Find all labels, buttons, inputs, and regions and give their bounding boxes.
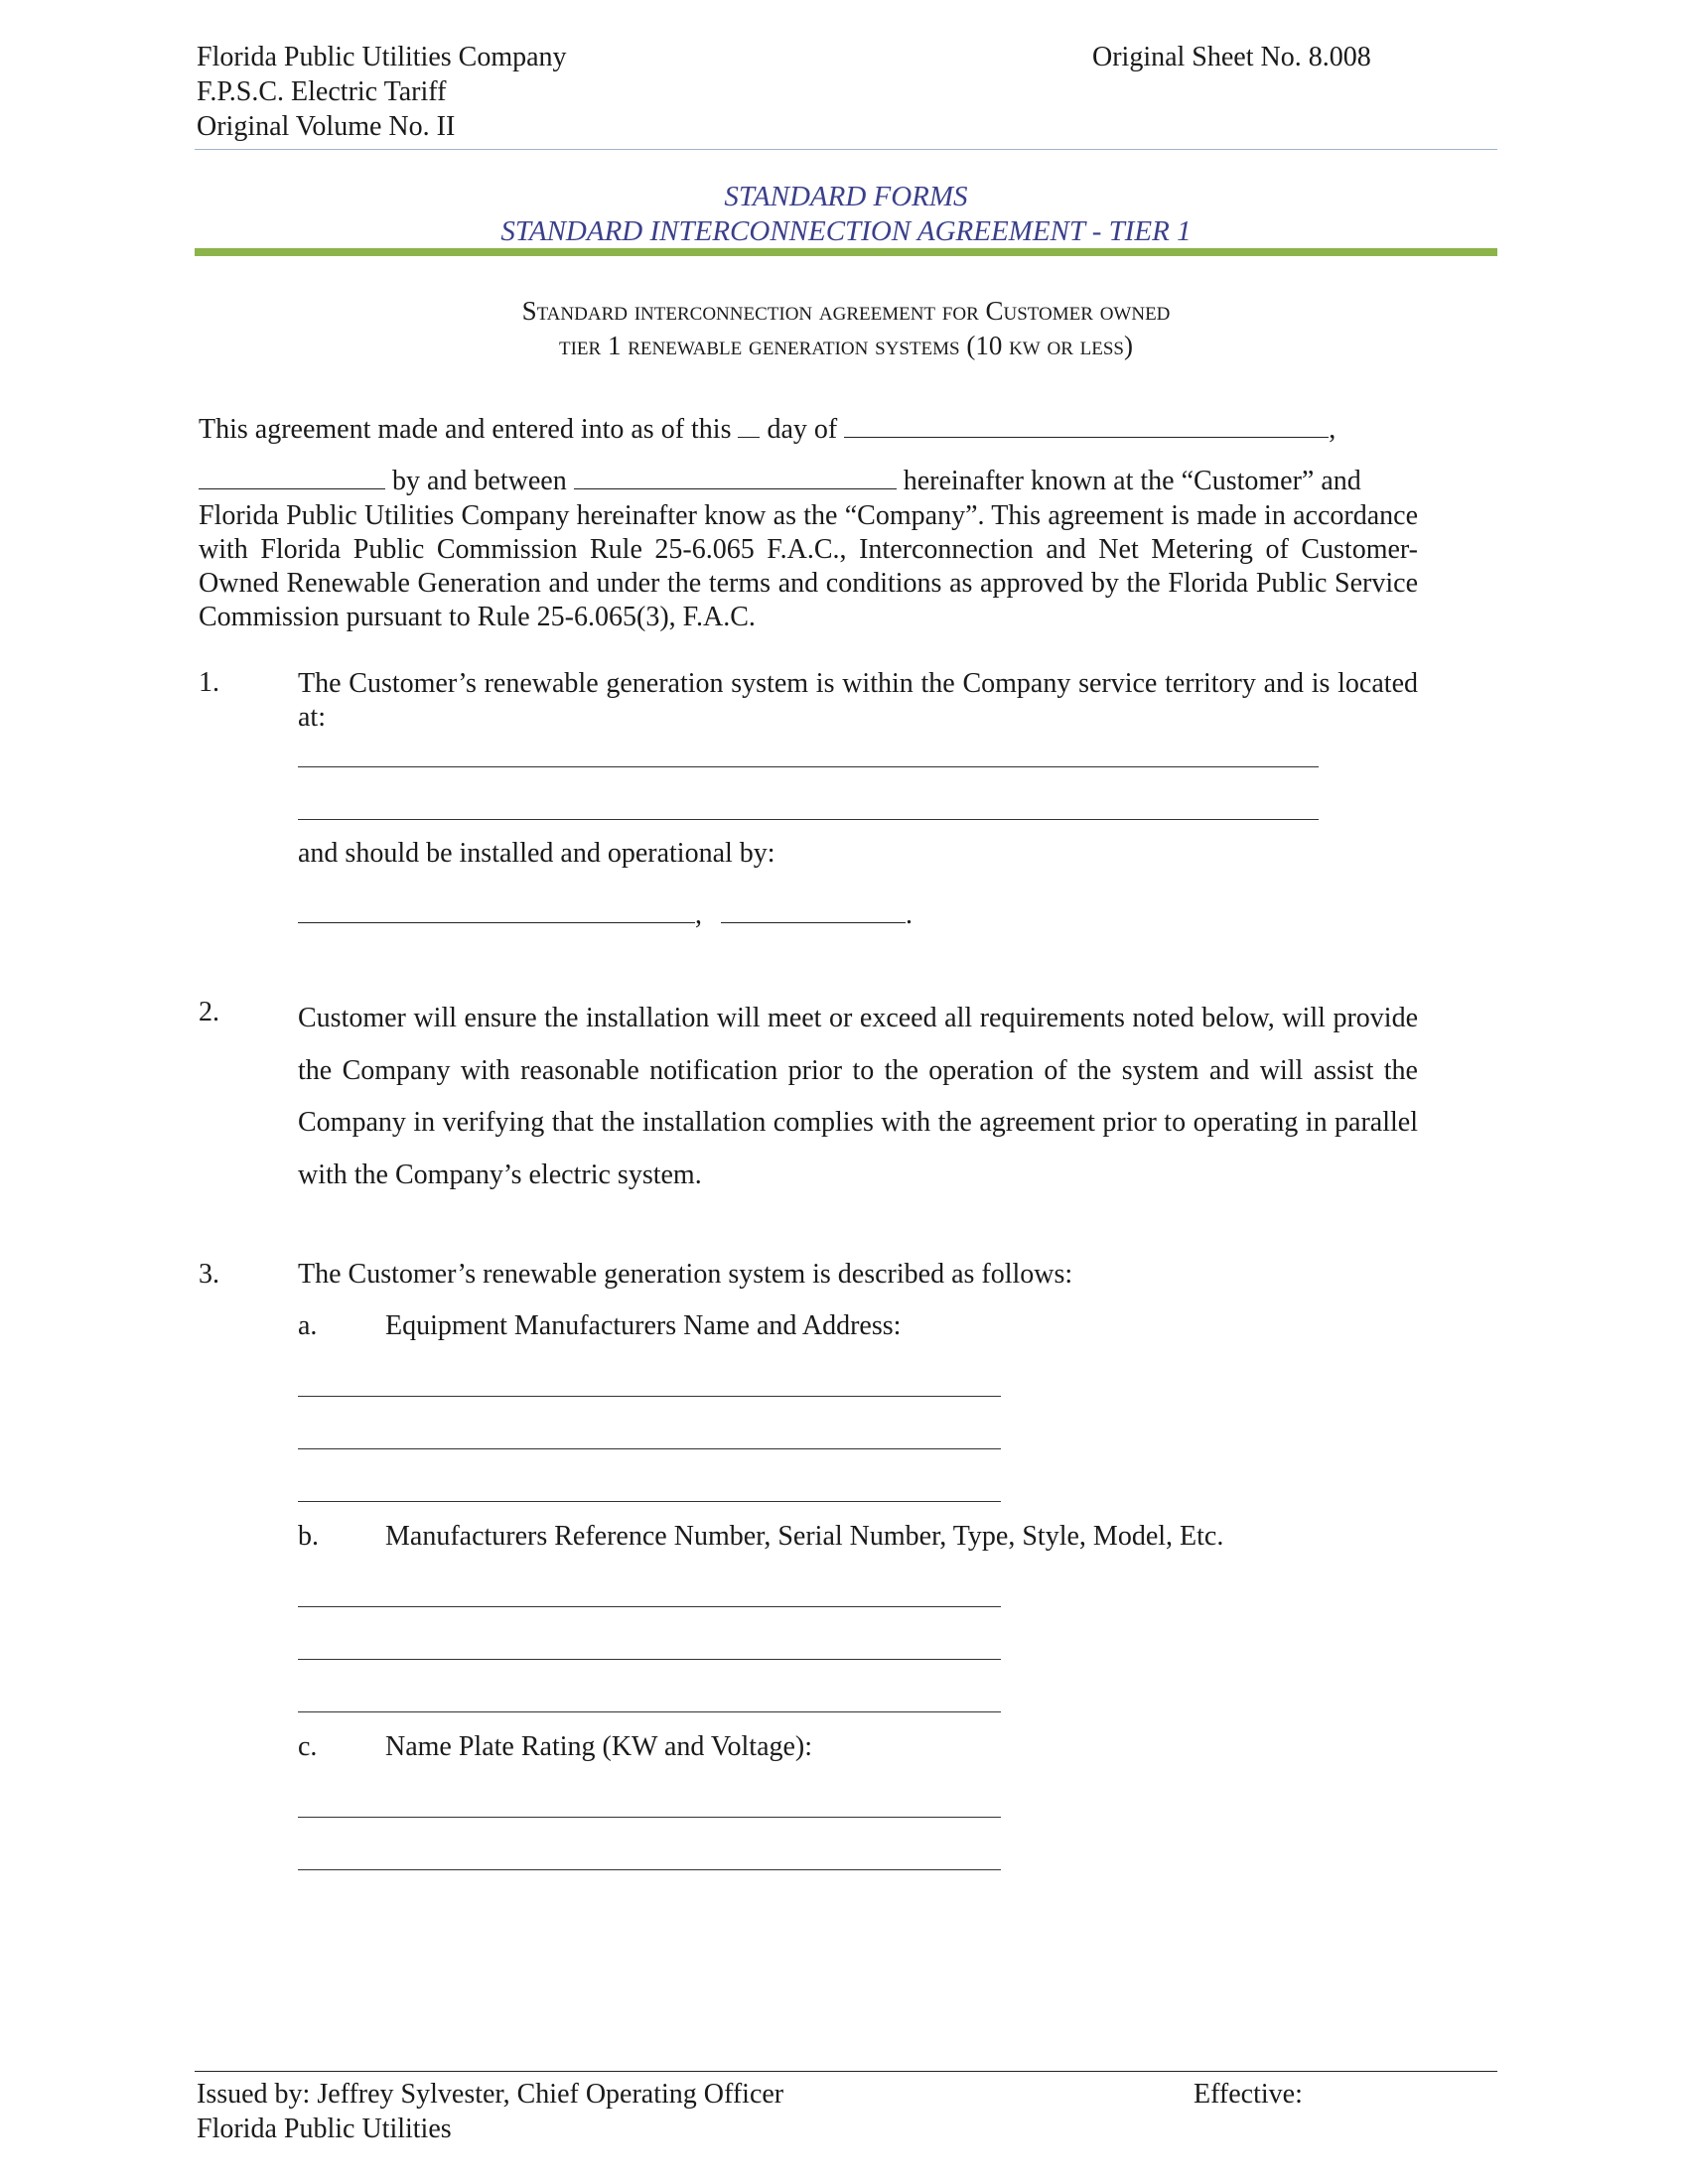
location-line-2[interactable] [298, 819, 1319, 820]
item-1-installed-label: and should be installed and operational by: [298, 838, 775, 869]
tariff-name: F.P.S.C. Electric Tariff [197, 76, 447, 107]
intro-text-1: This agreement made and entered into as of this [199, 414, 732, 445]
item-1-number: 1. [199, 667, 219, 698]
issued-by: Issued by: Jeffrey Sylvester, Chief Operating Officer [197, 2079, 784, 2110]
item-2-number: 2. [199, 997, 219, 1027]
intro-line-2 [199, 465, 1361, 497]
footer-rule [195, 2071, 1497, 2072]
intro-line-1 [199, 413, 1336, 446]
rating-line-2[interactable] [298, 1869, 1001, 1870]
item-3b-text: Manufacturers Reference Number, Serial Number, Type, Style, Model, Etc. [385, 1521, 1224, 1552]
sheet-number: Original Sheet No. 8.008 [1092, 42, 1371, 72]
green-rule [195, 248, 1497, 256]
operational-date-blank[interactable] [298, 898, 695, 923]
rating-line-1[interactable] [298, 1817, 1001, 1818]
item-3b-label: b. [298, 1521, 319, 1552]
item-3a-text: Equipment Manufacturers Name and Address: [385, 1310, 902, 1341]
subtitle-line-1: Standard interconnection agreement for Customer owned [521, 296, 1171, 326]
date-blank[interactable] [844, 413, 1329, 438]
reference-line-1[interactable] [298, 1606, 1001, 1607]
intro-hereinafter: hereinafter known at the “Customer” and [903, 466, 1361, 496]
item-3-number: 3. [199, 1259, 219, 1290]
footer-org: Florida Public Utilities [197, 2114, 452, 2144]
item-2-text: Customer will ensure the installation will meet or exceed all requirements noted below, will provide the Company with reasonable notification prior to the operation of the system and will assist the Company in verifying that the installation complies with the agreement prior to operating in parallel with the Company’s electric system. [298, 1003, 1418, 1190]
operational-year-blank[interactable] [721, 898, 906, 923]
item-3a-label: a. [298, 1310, 318, 1341]
manufacturer-line-2[interactable] [298, 1448, 1001, 1449]
reference-line-2[interactable] [298, 1659, 1001, 1660]
customer-name-blank[interactable] [574, 465, 897, 489]
subtitle-line-2: tier 1 renewable generation systems (10 kw or less) [559, 331, 1133, 360]
operational-period: . [906, 899, 913, 930]
footer-block [197, 2077, 783, 2146]
day-blank[interactable] [738, 413, 760, 438]
title-standard-forms: STANDARD FORMS [724, 181, 968, 212]
header-block [197, 40, 567, 144]
item-1-text: The Customer’s renewable generation system is within the Company service territory and is located at: [298, 668, 1418, 733]
year-blank[interactable] [199, 465, 385, 489]
company-name: Florida Public Utilities Company [197, 42, 567, 72]
item-3c-text: Name Plate Rating (KW and Voltage): [385, 1731, 813, 1762]
operational-date-row [298, 898, 913, 931]
reference-line-3[interactable] [298, 1711, 1001, 1712]
intro-by-between: by and between [392, 466, 567, 496]
item-3-text: The Customer’s renewable generation system is described as follows: [298, 1259, 1073, 1290]
intro-text-2: day of [767, 414, 838, 445]
operational-comma: , [695, 899, 702, 930]
manufacturer-line-3[interactable] [298, 1501, 1001, 1502]
intro-comma: , [1329, 414, 1336, 445]
location-line-1[interactable] [298, 766, 1319, 767]
header-rule [195, 149, 1497, 150]
item-3c-label: c. [298, 1731, 318, 1762]
volume-name: Original Volume No. II [197, 111, 456, 142]
title-agreement: STANDARD INTERCONNECTION AGREEMENT - TIER 1 [500, 215, 1192, 247]
effective-label: Effective: [1194, 2079, 1303, 2110]
intro-paragraph: Florida Public Utilities Company hereinafter know as the “Company”. This agreement is made in accordance with Florida Public Commission Rule 25-6.065 F.A.C., Interconnection and Net Metering of Customer-Owned Renewable Generation and under the terms and conditions as approved by the Florida Public Service Commission pursuant to Rule 25-6.065(3), F.A.C. [199, 500, 1418, 632]
manufacturer-line-1[interactable] [298, 1396, 1001, 1397]
